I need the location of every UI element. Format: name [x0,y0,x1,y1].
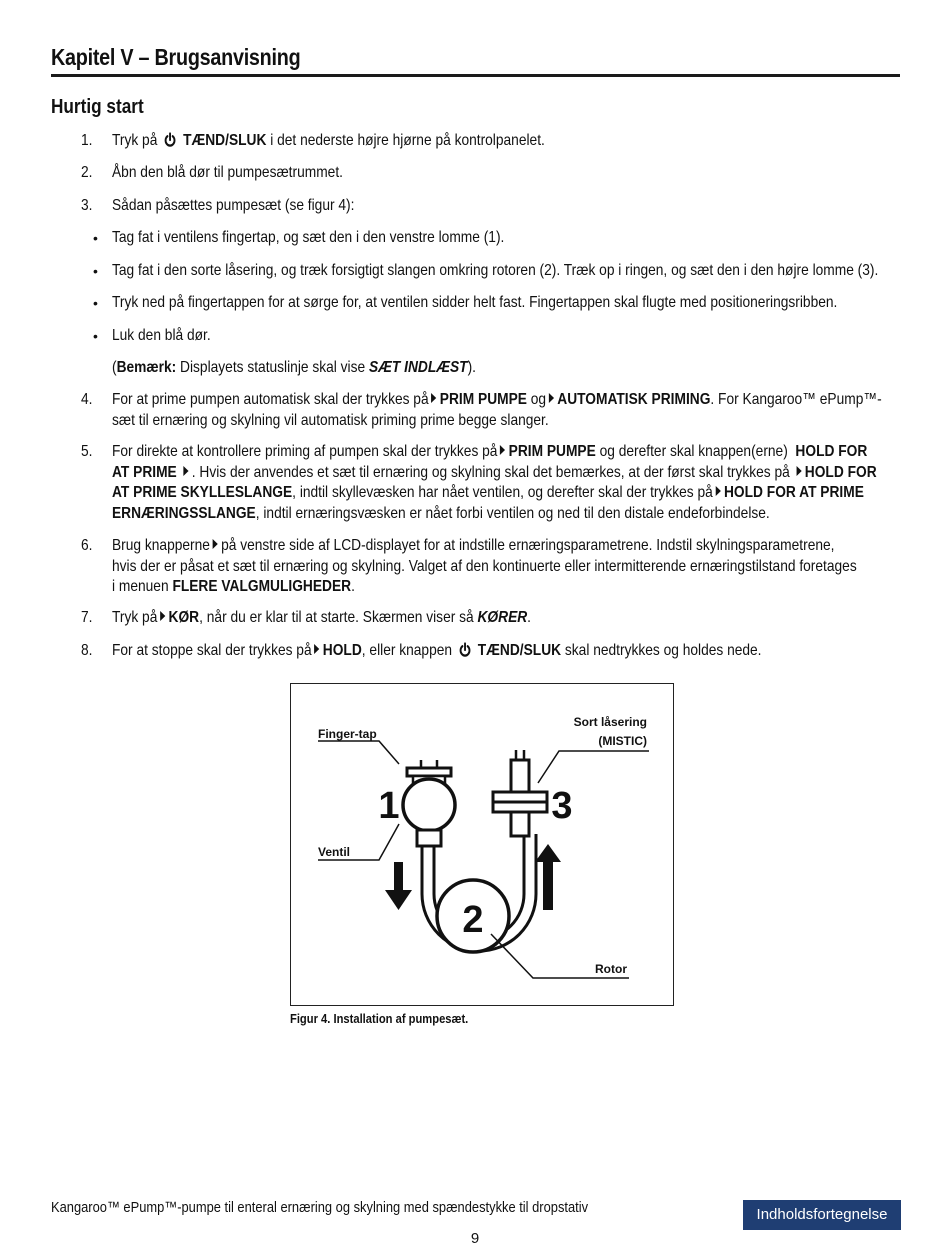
step-text-part: skal nedtrykkes og holdes nede. [564,642,762,659]
step-number: 1. [81,132,93,149]
power-key-label: TÆND/SLUK [477,642,562,659]
key-label: AT PRIME SKYLLESLANGE [112,484,293,501]
step-number: 4. [81,391,93,408]
bullet-icon: • [93,263,98,279]
triangle-right-icon [549,393,554,403]
step-text-part: . [351,578,355,595]
step-text-part: og [530,391,547,408]
bullet-text: Tag fat i ventilens fingertap, og sæt den i den venstre lomme (1). [112,229,505,246]
key-label: AUTOMATISK PRIMING [557,391,711,408]
bullet-text: Luk den blå dør. [112,327,211,344]
number-3-label: 3 [551,785,573,827]
key-label: KØR [168,609,200,626]
key-label: HOLD FOR AT PRIME [723,484,864,501]
triangle-right-icon [431,393,436,403]
step-number: 5. [81,443,93,460]
step-text-line [112,442,867,463]
note-label: Bemærk: [116,359,177,376]
step-text-part: i menuen [112,578,169,595]
arrow-up-icon [535,844,561,910]
triangle-right-icon [212,539,217,549]
rotor-label: Rotor [595,962,627,976]
status-value: SÆT INDLÆST [368,359,468,376]
key-label: FLERE VALGMULIGHEDER [172,578,352,595]
step-text-line: hvis der er påsat et sæt til ernæring og skylning. Valget af den kontinuerte eller intermitterende ernæringstilstand foretages [112,557,857,575]
triangle-right-icon [183,466,188,476]
step-text-line [112,483,864,504]
triangle-right-icon [160,611,165,621]
note-part: ( [112,359,117,376]
step-text-part: og derefter skal knappen(erne) [599,443,788,460]
locking-ring-sublabel: (MISTIC) [598,734,647,748]
step-number: 2. [81,164,93,181]
step-number: 8. [81,642,93,659]
step-text-line [112,463,877,484]
step-text-part: i det nederste højre hjørne på kontrolpanelet. [270,132,545,149]
note-part: Displayets statuslinje skal vise [176,359,369,376]
bullet-icon: • [93,230,98,246]
triangle-right-icon [796,466,801,476]
bullet-icon: • [93,295,98,311]
note-text [112,358,476,379]
bullet-icon: • [93,328,98,344]
step-text-line [112,390,882,411]
key-label: AT PRIME [112,463,177,481]
step-text: Sådan påsættes pumpesæt (se figur 4): [112,197,355,214]
step-text-part: . Hvis der anvendes et sæt til ernæring og skylning skal det bemærkes, at der først skal trykkes på [191,463,790,481]
step-text-part: , når du er klar til at starte. Skærmen viser så [199,609,474,626]
power-key-label: TÆND/SLUK [183,132,267,149]
finger-tap-label: Finger-tap [318,727,377,741]
step-text-part: . [527,609,532,626]
status-value: KØRER [477,609,528,626]
step-number: 6. [81,537,93,554]
triangle-right-icon [314,644,319,654]
key-label: PRIM PUMPE [508,443,596,460]
page-number: 9 [470,1230,480,1247]
figure-pump-set-installation [290,683,674,1006]
step-text-part: For at stoppe skal der trykkes på [112,642,312,659]
step-text-part: Brug knapperne [112,537,210,554]
step-text-part: , eller knappen [361,642,453,659]
step-text-line [112,641,762,662]
step-number: 7. [81,609,93,626]
key-label: HOLD FOR [804,463,877,481]
step-text-part: For direkte at kontrollere priming af pumpen skal der trykkes på [112,443,498,460]
step-text-part: . For Kangaroo™ ePump™- [710,391,882,408]
section-title: Hurtig start [51,96,144,118]
footer-product-text: Kangaroo™ ePump™-pumpe til enteral ernæring og skylning med spændestykke til dropstativ [51,1199,589,1216]
bullet-text: Tag fat i den sorte låsering, og træk forsigtigt slangen omkring rotoren (2). Træk op i ringen, og sæt den i den højre lomme (3). [112,262,879,279]
bullet-text: Tryk ned på fingertappen for at sørge for, at ventilen sidder helt fast. Fingertappen skal flugte med positioneringsribben. [112,294,838,311]
step-text [112,131,545,152]
number-2-label: 2 [462,899,484,941]
chapter-title: Kapitel V – Brugsanvisning [51,44,301,70]
key-label: HOLD FOR [795,443,868,460]
step-text-part: Tryk på [112,609,158,626]
step-text-part: Tryk på [112,132,158,149]
step-text-line [112,577,355,598]
power-icon [458,642,471,658]
step-text-part: For at prime pumpen automatisk skal der trykkes på [112,391,429,408]
number-1-label: 1 [378,785,400,827]
chapter-divider [51,74,900,77]
pump-set-diagram [291,684,673,1005]
valve-shape [403,779,455,831]
locking-ring-label: Sort låsering [573,715,647,729]
table-of-contents-button[interactable]: Indholdsfortegnelse [743,1200,901,1230]
key-label: PRIM PUMPE [439,391,527,408]
triangle-right-icon [500,445,505,455]
step-text-line [112,536,834,557]
power-icon [164,132,177,148]
step-text: Åbn den blå dør til pumpesætrummet. [112,164,343,181]
arrow-down-icon [385,862,412,910]
triangle-right-icon [715,486,720,496]
step-text-part: , indtil skyllevæsken har nået ventilen, og derefter skal der trykkes på [292,484,713,501]
step-text-line [112,504,770,525]
key-label: HOLD [322,642,362,659]
step-text-line [112,608,531,629]
step-text-part: på venstre side af LCD-displayet for at indstille ernæringsparametrene. Indstil skylningsparametrene, [221,537,835,554]
note-part: ). [467,359,476,376]
figure-caption: Figur 4. Installation af pumpesæt. [290,1011,469,1026]
step-text-part: , indtil ernæringsvæsken er nået forbi ventilen og ned til den distale endeforbindelse. [255,504,770,522]
step-text-line: sæt til ernæring og skylning vil automatisk priming prime begge slanger. [112,411,549,429]
key-label: ERNÆRINGSSLANGE [112,504,256,522]
ventil-label: Ventil [318,845,351,859]
step-number: 3. [81,197,93,214]
